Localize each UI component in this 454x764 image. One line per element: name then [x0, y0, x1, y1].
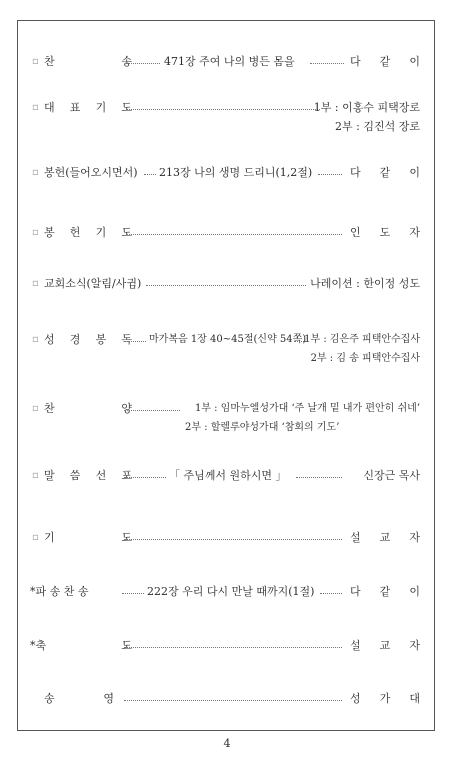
- item-content: 「 주님께서 원하시면 」: [169, 469, 287, 482]
- dot-leader: [124, 332, 146, 342]
- item-performer: 설 교 자: [350, 639, 420, 652]
- item-label: 봉 헌 기 도: [44, 226, 132, 239]
- page-number: 4: [223, 737, 231, 750]
- item-performer: 나레이션 : 한이정 성도: [310, 277, 420, 290]
- program-row-scripture-reading-2: [18, 350, 434, 368]
- program-row-representative-prayer-2: [18, 118, 434, 136]
- bullet-mark: ▫: [32, 334, 39, 345]
- item-label: 기 도: [44, 531, 132, 544]
- item-label: 교회소식(알림/사귐): [44, 277, 142, 290]
- dot-leader: [124, 691, 342, 701]
- program-row-anthem-2: [18, 419, 434, 437]
- bullet-mark: ▫: [32, 470, 39, 481]
- bullet-mark: ▫: [32, 102, 39, 113]
- bullet-mark: ▫: [32, 532, 39, 543]
- dot-leader: [126, 54, 160, 64]
- program-row-sending-hymn: [18, 583, 434, 601]
- dot-leader: [320, 584, 342, 594]
- dot-leader: [124, 530, 342, 540]
- item-label: 찬 송: [44, 55, 132, 68]
- program-row-hymn: [18, 53, 434, 71]
- item-content: 마가복음 1장 40~45절(신약 54쪽): [149, 334, 307, 345]
- item-label: 봉헌(들어오시면서): [44, 166, 138, 179]
- item-label: *축 도: [30, 639, 132, 652]
- program-row-church-news: [18, 275, 434, 293]
- program-row-scripture-reading: [18, 331, 434, 349]
- bullet-mark: ▫: [32, 56, 39, 67]
- program-row-representative-prayer: [18, 99, 434, 117]
- item-label: 송 영: [44, 692, 114, 705]
- dot-leader: [126, 225, 342, 235]
- program-row-prayer: [18, 529, 434, 547]
- bullet-mark: ▫: [32, 403, 39, 414]
- item-performer: 신장근 목사: [363, 469, 420, 482]
- dot-leader: [124, 638, 342, 648]
- dot-leader: [122, 584, 144, 594]
- item-content: 222장 우리 다시 만날 때까지(1절): [147, 585, 315, 598]
- bullet-mark: ▫: [32, 278, 39, 289]
- item-performer: 다 같 이: [350, 166, 420, 179]
- item-performer: 다 같 이: [350, 585, 420, 598]
- program-row-doxology: [18, 690, 434, 708]
- dot-leader: [318, 165, 342, 175]
- item-performer-2: 2부 : 김진석 장로: [335, 120, 420, 133]
- item-content: 471장 주여 나의 병든 몸을: [164, 55, 295, 68]
- program-row-anthem: [18, 400, 434, 418]
- item-label: 성 경 봉 독: [44, 333, 132, 346]
- item-content-2: 2부 : 할렐루야성가대 ‘참회의 기도’: [185, 422, 340, 433]
- item-performer-2: 2부 : 김 송 피택안수집사: [310, 353, 420, 364]
- item-content-1: 1부 : 임마누엘성가대 ‘주 날개 밑 내가 편안히 쉬네’: [194, 403, 420, 414]
- dot-leader: [296, 468, 342, 478]
- dot-leader: [126, 100, 320, 110]
- item-label: 말 씀 선 포: [44, 469, 132, 482]
- program-row-offering-prayer: [18, 224, 434, 242]
- program-row-offering: [18, 164, 434, 182]
- bullet-mark: ▫: [32, 227, 39, 238]
- program-row-sermon: [18, 467, 434, 485]
- item-content: 213장 나의 생명 드리니(1,2절): [159, 166, 313, 179]
- dot-leader: [124, 401, 180, 411]
- program-frame: [17, 20, 435, 731]
- item-performer: 인 도 자: [350, 226, 420, 239]
- item-performer: 성 가 대: [350, 692, 420, 705]
- item-label: 대 표 기 도: [44, 101, 132, 114]
- dot-leader: [146, 276, 306, 286]
- item-performer: 설 교 자: [350, 531, 420, 544]
- program-row-benediction: [18, 637, 434, 655]
- dot-leader: [310, 54, 344, 64]
- dot-leader: [144, 165, 156, 175]
- item-performer-1: 1부 : 김은주 피택안수집사: [304, 334, 420, 345]
- bullet-mark: ▫: [32, 167, 39, 178]
- item-performer: 다 같 이: [350, 55, 420, 68]
- item-performer-1: 1부 : 이홍수 피택장로: [313, 101, 420, 114]
- dot-leader: [124, 468, 166, 478]
- item-label: *파 송 찬 송: [30, 585, 89, 598]
- item-label: 찬 양: [44, 402, 132, 415]
